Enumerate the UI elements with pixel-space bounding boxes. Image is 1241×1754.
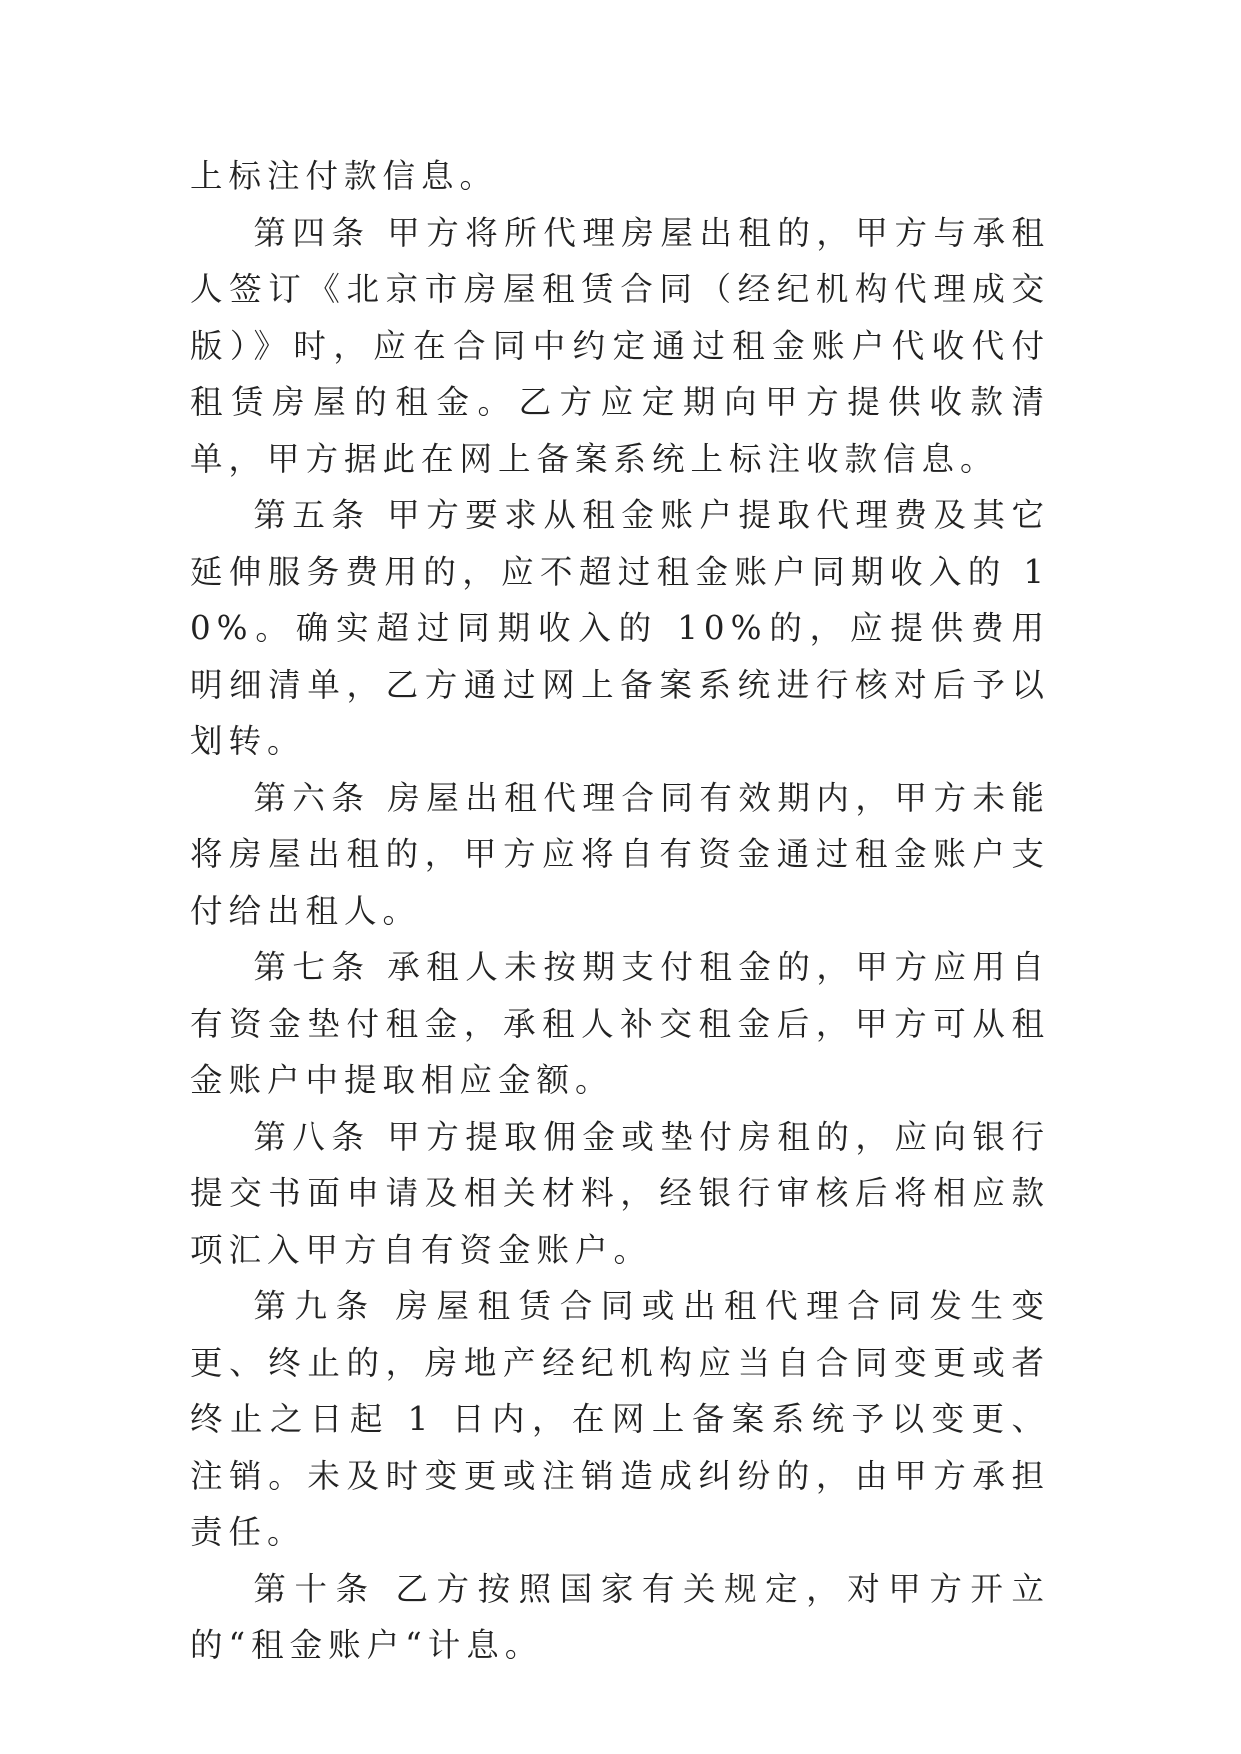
paragraph-article-10: 第十条 乙方按照国家有关规定，对甲方开立的“租金账户“计息。	[190, 1569, 1050, 1664]
paragraph-article-7: 第七条 承租人未按期支付租金的，甲方应用自有资金垫付租金，承租人补交租金后，甲方可从租金账户中提取相应金额。	[190, 948, 1050, 1099]
paragraph-article-5: 第五条 甲方要求从租金账户提取代理费及其它延伸服务费用的，应不超过租金账户同期收入的 10%。确实超过同期收入的 10%的，应提供费用明细清单，乙方通过网上备案系统进行核对后予以划转。	[190, 496, 1050, 760]
paragraph-continuation: 上标注付款信息。	[190, 157, 499, 195]
paragraph-article-8: 第八条 甲方提取佣金或垫付房租的，应向银行提交书面申请及相关材料，经银行审核后将相应款项汇入甲方自有资金账户。	[190, 1117, 1050, 1269]
document-body	[190, 148, 1050, 1674]
paragraph-article-4: 第四条 甲方将所代理房屋出租的，甲方与承租人签订《北京市房屋租赁合同（经纪机构代理成交版）》时，应在合同中约定通过租金账户代收代付租赁房屋的租金。乙方应定期向甲方提供收款清单，甲方据此在网上备案系统上标注收款信息。	[190, 213, 1050, 478]
paragraph-article-6: 第六条 房屋出租代理合同有效期内，甲方未能将房屋出租的，甲方应将自有资金通过租金账户支付给出租人。	[190, 778, 1050, 930]
paragraph-article-9: 第九条 房屋租赁合同或出租代理合同发生变更、终止的，房地产经纪机构应当自合同变更或者终止之日起 1 日内，在网上备案系统予以变更、注销。未及时变更或注销造成纠纷的，由甲方承担责任。	[190, 1287, 1050, 1551]
